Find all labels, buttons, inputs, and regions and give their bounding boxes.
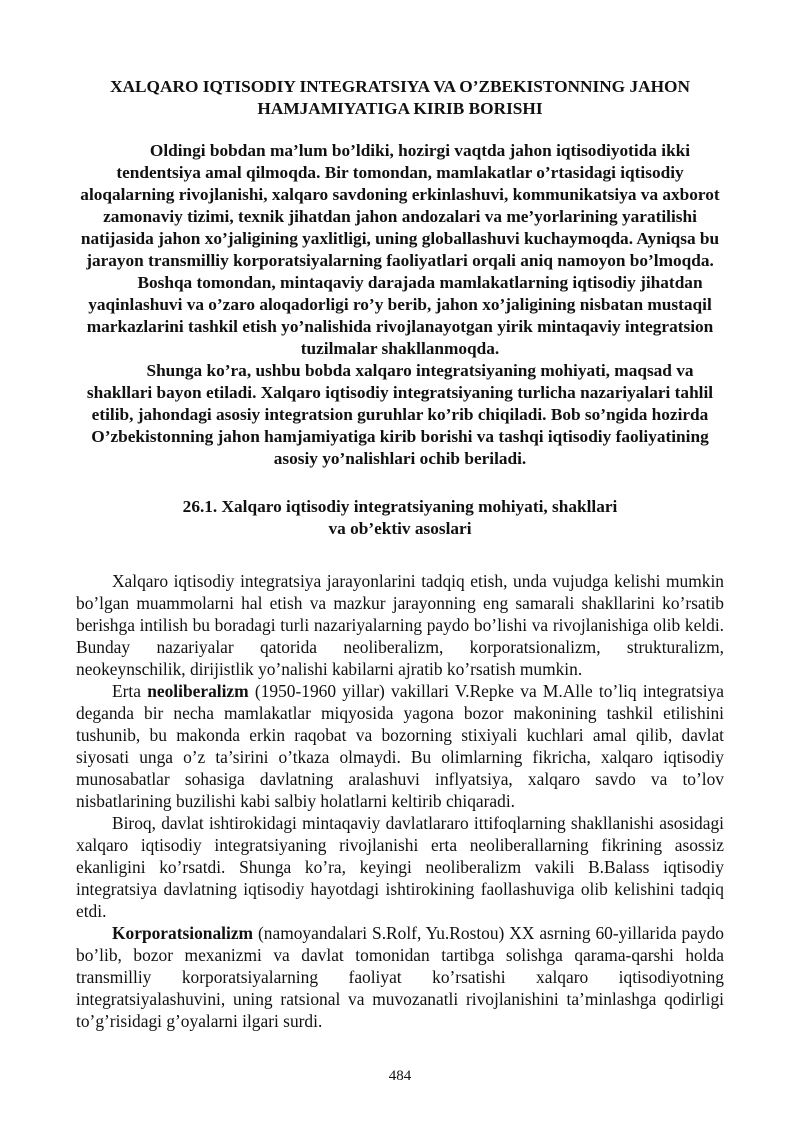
body-paragraph-1: Xalqaro iqtisodiy integratsiya jarayonlarini tadqiq etish, unda vujudga kelishi mumkin bo’lgan muammolarni hal etish va mazkur jarayonning eng samarali shakllarini ko’rsatib berishga intilish bu boradagi turli nazariyalarning paydo bo’lishi va rivojlanishiga olib keldi. Bunday nazariyalar qatorida neoliberalizm, korporatsionalizm, strukturalizm, neokeynschilik, dirijistlik yo’nalishi kabilarni ajratib ko’rsatish mumkin. [76,571,724,679]
document-page [76,76,724,1032]
intro-paragraph-3: Shunga ko’ra, ushbu bobda xalqaro integratsiyaning mohiyati, maqsad va shakllari bayon etiladi. Xalqaro iqtisodiy integratsiyaning turlicha nazariyalari tahlil etilib, jahondagi asosiy integratsion guruhlar ko’rib chiqiladi. Bob so’ngida hozirda O’zbekistonning jahon hamjamiyatiga kirib borishi va tashqi iqtisodiy faoliyatining asosiy yo’nalishlari ochib beriladi. [86,361,714,468]
section-heading-line-2: va ob’ektiv asoslari [328,519,472,538]
section-heading-line-1: 26.1. Xalqaro iqtisodiy integratsiyaning mohiyati, shakllari [182,497,618,516]
chapter-title-line-2: HAMJAMIYATIGA KIRIB BORISHI [257,99,543,118]
body-paragraph-2-start: Erta [112,681,141,701]
body-paragraph-4 [76,922,724,1032]
intro-paragraph-1: Oldingi bobdan ma’lum bo’ldiki, hozirgi vaqtda jahon iqtisodiyotida ikki tendentsiya amal qilmoqda. Bir tomondan, mamlakatlar o’rtasidagi iqtisodiy aloqalarning rivojlanishi, xalqaro savdoning erkinlashuvi, kommunikatsiya va axborot zamonaviy tizimi, texnik jihatdan jahon andozalari va me’yorlarining yaratilishi natijasida jahon xo’jaligining yaxlitligi, uning globallashuvi kuchaymoqda. Ayniqsa bu jarayon transmilliy korporatsiyalarning faoliyatlari orqali aniq namoyon bo’lmoqda. [80,141,720,270]
term-neoliberalism: neoliberalizm [147,681,249,701]
section-body [76,570,724,1032]
section-heading [76,496,724,540]
page-number: 484 [388,1068,412,1084]
chapter-title [76,76,724,120]
body-paragraph-4-rest: (namoyandalari S.Rolf, Yu.Rostou) XX asrning 60-yillarida paydo bo’lib, bozor mexanizmi va davlat tomonidan tartibga solishga qarama-qarshi holda transmilliy korporatsiyalarning faoliyat ko’rsatishi xalqaro iqtisodiyotning integratsiyalashuvini, uning ratsional va muvozanatli rivojlanishini ta’minlashga qodirligi to’g’risidagi g’oyalarni ilgari surdi. [76,923,724,1031]
intro-paragraph-2: Boshqa tomondan, mintaqaviy darajada mamlakatlarning iqtisodiy jihatdan yaqinlashuvi va o’zaro aloqadorligi ro’y berib, jahon xo’jaligining nisbatan mustaqil markazlarini tashkil etish yo’nalishida rivojlanayotgan yirik mintaqaviy integratsion tuzilmalar shakllanmoqda. [86,273,714,358]
chapter-intro [76,140,724,470]
chapter-title-line-1: XALQARO IQTISODIY INTEGRATSIYA VA O’ZBEKISTONNING JAHON [110,77,690,96]
body-paragraph-2-rest: (1950-1960 yillar) vakillari V.Repke va M.Alle to’liq integratsiya deganda bir necha mamlakatlar miqyosida yagona bozor makonining tashkil etilishini tushunib, bu makonda erkin raqobat va bozorning stixiyali kuchlari amal qilib, davlat siyosati unga o’z ta’sirini o’tkaza olmaydi. Bu olimlarning fikricha, xalqaro iqtisodiy munosabatlar sohasiga davlatning aralashuvi inflyatsiya, xalqaro savdo va to’lov nisbatlarining buzilishi kabi salbiy holatlarni keltirib chiqaradi. [76,681,724,811]
body-paragraph-2 [76,680,724,812]
term-corporatism: Korporatsionalizm [112,923,254,943]
body-paragraph-3: Biroq, davlat ishtirokidagi mintaqaviy davlatlararo ittifoqlarning shakllanishi asosidagi xalqaro iqtisodiy integratsiyaning rivojlanishi erta neoliberallarning fikrining asossiz ekanligini ko’rsatdi. Shunga ko’ra, keyingi neoliberalizm vakili B.Balass iqtisodiy integratsiya davlatning iqtisodiy hayotdagi ishtirokining faollashuviga olib kelishini tadqiq etdi. [76,813,724,921]
